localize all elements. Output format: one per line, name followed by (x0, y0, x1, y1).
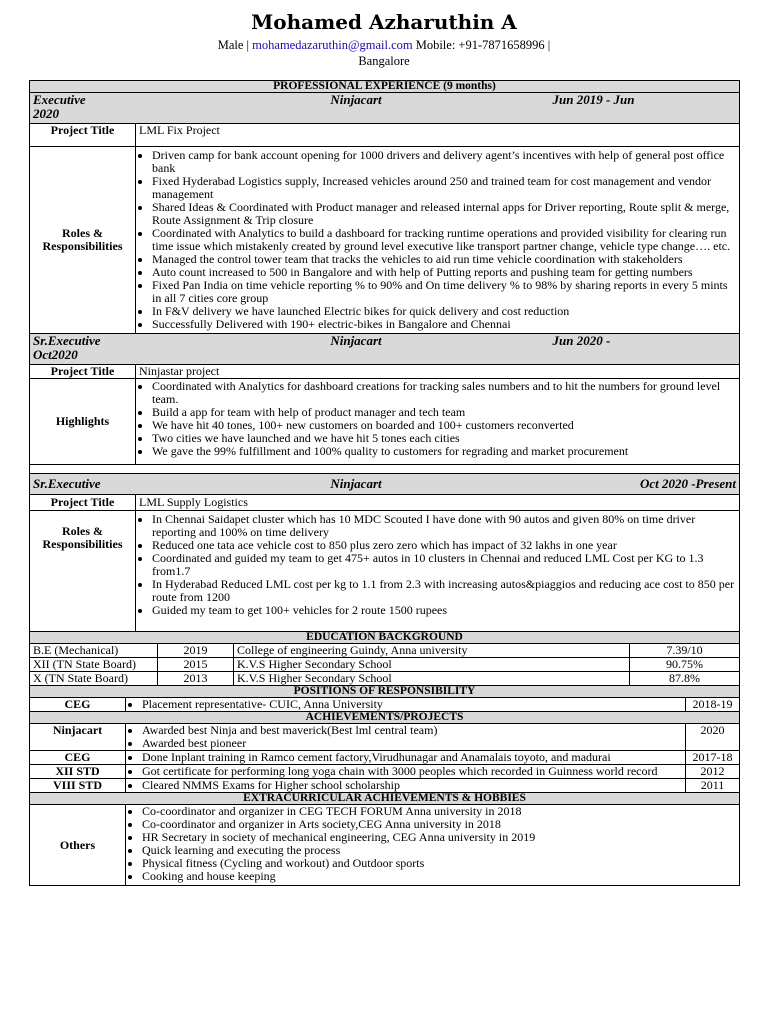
list-item: • Co-coordinator and organizer in Arts society,CEG Anna university in 2018 (142, 818, 736, 831)
list-item: • Fixed Pan India on time vehicle reporting % to 90% and On time delivery % to 98% by sharing reports in every 5 mints in all 7 cities core group (152, 279, 736, 305)
achievement-org: Ninjacart (30, 724, 126, 751)
experience-table (29, 80, 740, 632)
position-org: CEG (30, 698, 126, 712)
achievements-list (129, 765, 682, 778)
table-row (30, 765, 740, 779)
list-item: • Physical fitness (Cycling and workout) and Outdoor sports (142, 857, 736, 870)
positions-table (29, 686, 740, 712)
responsibilities-list (139, 513, 736, 617)
list-item: • Cooking and house keeping (142, 870, 736, 883)
list-item: • Coordinated with Analytics for dashboard creations for tracking sales numbers and to hit the numbers for ground level team. (152, 380, 736, 406)
list-item: • Placement representative- CUIC, Anna University (142, 698, 682, 711)
achievement-year: 2011 (685, 779, 739, 793)
list-item: • Got certificate for performing long yoga chain with 3000 peoples which recorded in Guinness world record (142, 765, 682, 778)
achievement-year: 2012 (685, 765, 739, 779)
company-name: Ninjacart (136, 474, 550, 495)
role-period: Jun 2019 - Jun (549, 93, 739, 124)
list-item: • Awarded best Ninja and best maverick(Best lml central team) (142, 724, 682, 737)
degree: B.E (Mechanical) (30, 644, 158, 658)
responsibilities-list (139, 149, 736, 331)
role-period: Jun 2020 - (549, 334, 739, 365)
project-title-label: Project Title (30, 495, 136, 511)
score: 90.75% (629, 658, 739, 672)
experience-role-row (30, 93, 740, 124)
city: Bangalore (358, 54, 410, 68)
role-title: Sr.Executive (33, 333, 101, 348)
list-item: • HR Secretary in society of mechanical engineering, CEG Anna university in 2019 (142, 831, 736, 844)
table-row (30, 698, 740, 712)
project-name: LML Supply Logistics (136, 495, 740, 511)
company-name: Ninjacart (136, 334, 550, 365)
institute: K.V.S Higher Secondary School (234, 658, 630, 672)
education-heading: EDUCATION BACKGROUND (30, 632, 740, 644)
highlights-label: Highlights (30, 379, 136, 465)
contact-line (0, 37, 768, 53)
year: 2015 (158, 658, 234, 672)
project-title-label: Project Title (30, 365, 136, 379)
list-item: • Shared Ideas & Coordinated with Product manager and released internal apps for Driver reporting, Route split & merge, Route Assignment & Trip closure (152, 201, 736, 227)
experience-role-row (30, 334, 740, 365)
extracurricular-table (29, 793, 740, 886)
others-label: Others (30, 805, 126, 886)
list-item: • Guided my team to get 100+ vehicles for 2 route 1500 rupees (152, 604, 736, 617)
education-table (29, 632, 740, 686)
degree: X (TN State Board) (30, 672, 158, 686)
mobile: Mobile: +91-7871658996 | (415, 38, 551, 52)
highlights-list (139, 380, 736, 458)
company-name: Ninjacart (136, 93, 550, 124)
project-title-label: Project Title (30, 124, 136, 147)
resume-header (0, 0, 768, 69)
list-item: • Managed the control tower team that tracks the vehicles to aid run time vehicle coordination with stakeholders (152, 253, 736, 266)
achievements-list (129, 751, 682, 764)
table-row (30, 658, 740, 672)
achievement-year: 2017-18 (685, 751, 739, 765)
achievements-list (129, 779, 682, 792)
candidate-name: Mohamed Azharuthin A (251, 10, 517, 34)
list-item: • In Chennai Saidapet cluster which has 10 MDC Scouted I have done with 90 autos and given 80% on time driver reporting and 100% on time delivery (152, 513, 736, 539)
role-year: Oct2020 (33, 347, 78, 362)
positions-list (129, 698, 682, 711)
role-title: Sr.Executive (30, 474, 136, 495)
achievement-org: CEG (30, 751, 126, 765)
roles-label: Roles & Responsibilities (30, 511, 136, 632)
table-row (30, 672, 740, 686)
list-item: • Reduced one tata ace vehicle cost to 850 plus zero zero which has impact of 32 lakhs in one year (152, 539, 736, 552)
achievement-year: 2020 (685, 724, 739, 751)
positions-heading: POSITIONS OF RESPONSIBILITY (30, 686, 740, 698)
project-name: Ninjastar project (136, 365, 740, 379)
list-item: • Co-coordinator and organizer in CEG TECH FORUM Anna university in 2018 (142, 805, 736, 818)
institute: K.V.S Higher Secondary School (234, 672, 630, 686)
list-item: • In Hyderabad Reduced LML cost per kg to 1.1 from 2.3 with increasing autos&piaggios and reducing ace cost to 850 per route from 1200 (152, 578, 736, 604)
list-item: • Done Inplant training in Ramco cement factory,Virudhunagar and Anamalais toyoto, and madurai (142, 751, 682, 764)
extracurricular-heading: EXTRACURRICULAR ACHIEVEMENTS & HOBBIES (30, 793, 740, 805)
experience-heading: PROFESSIONAL EXPERIENCE (9 months) (30, 81, 740, 93)
table-row (30, 644, 740, 658)
degree: XII (TN State Board) (30, 658, 158, 672)
list-item: • Coordinated with Analytics to build a dashboard for tracking runtime operations and provided visibility for clearing run time issue which mistakenly created by ground level executive like transport partner change, vehicle type change…. etc. (152, 227, 736, 253)
institute: College of engineering Guindy, Anna university (234, 644, 630, 658)
list-item: • In F&V delivery we have launched Electric bikes for quick delivery and cost reduction (152, 305, 736, 318)
achievement-org: VIII STD (30, 779, 126, 793)
table-row (30, 805, 740, 886)
year: 2019 (158, 644, 234, 658)
role-year: 2020 (33, 106, 59, 121)
role-title: Executive (33, 92, 86, 107)
list-item: • Driven camp for bank account opening for 1000 drivers and delivery agent’s incentives with help of general post office bank (152, 149, 736, 175)
role-period: Oct 2020 -Present (549, 474, 739, 495)
achievements-list (129, 724, 682, 750)
table-row (30, 751, 740, 765)
achievements-heading: ACHIEVEMENTS/PROJECTS (30, 712, 740, 724)
table-row (30, 724, 740, 751)
list-item: • Cleared NMMS Exams for Higher school scholarship (142, 779, 682, 792)
list-item: • Build a app for team with help of product manager and tech team (152, 406, 736, 419)
table-row (30, 779, 740, 793)
list-item: • We have hit 40 tones, 100+ new customers on boarded and 100+ customers reconverted (152, 419, 736, 432)
list-item: • Auto count increased to 500 in Bangalore and with help of Putting reports and pushing team for getting numbers (152, 266, 736, 279)
list-item: • Quick learning and executing the process (142, 844, 736, 857)
list-item: • Successfully Delivered with 190+ electric-bikes in Bangalore and Chennai (152, 318, 736, 331)
list-item: • Fixed Hyderabad Logistics supply, Increased vehicles around 250 and trained team for cost management and vendor management (152, 175, 736, 201)
extracurricular-list (129, 805, 736, 883)
gender: Male | (217, 38, 250, 52)
achievements-table (29, 712, 740, 793)
list-item: • Coordinated and guided my team to get 475+ autos in 10 clusters in Chennai and reduced LML Cost per KG to 1.3 from1.7 (152, 552, 736, 578)
score: 7.39/10 (629, 644, 739, 658)
project-name: LML Fix Project (136, 124, 740, 147)
experience-role-row (30, 474, 740, 495)
year: 2013 (158, 672, 234, 686)
roles-label: Roles & Responsibilities (30, 147, 136, 334)
list-item: • Two cities we have launched and we have hit 5 tones each cities (152, 432, 736, 445)
score: 87.8% (629, 672, 739, 686)
achievement-org: XII STD (30, 765, 126, 779)
list-item: • We gave the 99% fulfillment and 100% quality to customers for regrading and market procurement (152, 445, 736, 458)
email-link[interactable]: mohamedazaruthin@gmail.com (252, 38, 413, 52)
resume-body (29, 80, 740, 886)
position-year: 2018-19 (686, 698, 740, 712)
list-item: • Awarded best pioneer (142, 737, 682, 750)
